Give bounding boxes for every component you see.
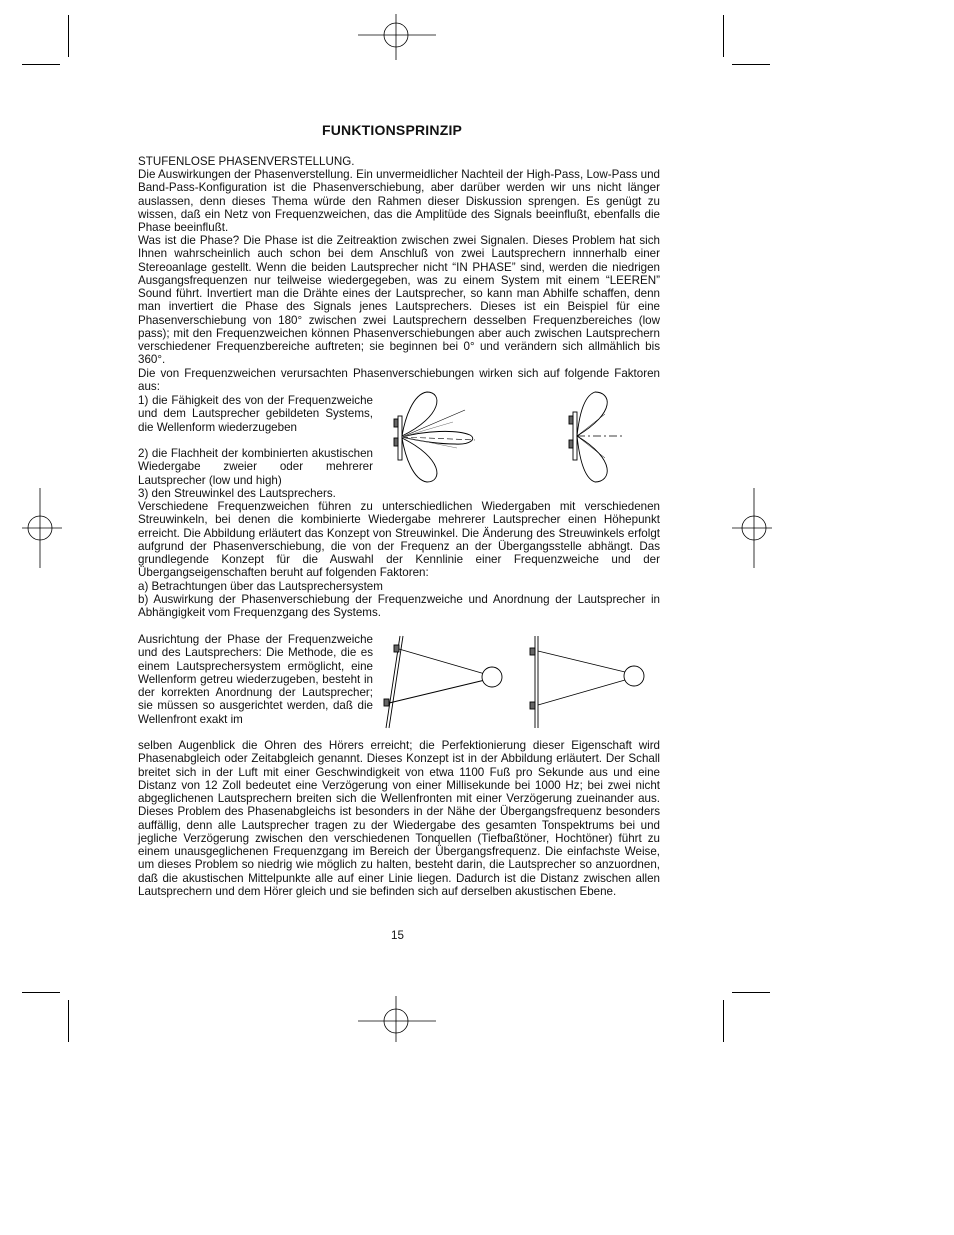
crop-mark (22, 992, 60, 993)
dispersion-angle-figure (385, 388, 625, 488)
page-heading: FUNKTIONSPRINZIP (322, 122, 463, 138)
crop-mark (68, 1000, 69, 1042)
factor-2: 2) die Flachheit der kombinierten akustischen Wiedergabe zweier oder mehrerer Lautsprecher (low und high) (138, 447, 373, 487)
dispersion-diagram-right (569, 392, 623, 482)
paragraph-factors: Die von Frequenzweichen verursachten Phasenverschiebungen wirken sich auf folgende Faktoren aus: (138, 367, 660, 394)
list-item-b: b) Auswirkung der Phasenverschiebung der Frequenzweiche und Anordnung der Lautsprecher in Abhängigkeit vom Frequenzgang des Systems. (138, 593, 660, 620)
crop-mark (22, 64, 60, 65)
phase-alignment-figure (380, 632, 655, 732)
crop-mark (732, 992, 770, 993)
crop-mark (68, 15, 69, 57)
factor-3: 3) den Streuwinkel des Lautsprechers. (138, 487, 336, 500)
paragraph-alignment-continued: selben Augenblick die Ohren des Hörers erreicht; die Perfektionierung dieser Eigenschaft wird Phasenabgleich oder Zeitabgleich genannt. Dieses Konzept ist in der Abbildung erläutert. Der Schall breitet sich in der Luft mit einer Geschwindigkeit von etwa 1100 Fuß pro Sekunde aus und eine Distanz von 12 Zoll bedeutet eine Verzögerung von einer Millisekunde bei 1000 Hz; bei zwei nicht abgeglichenen Lautsprechern breiten sich die Wellenfronten mit einer Verzögerung zueinander aus. Dieses Problem des Phasenabgleichs ist besonders in der Nähe der Übergangsfrequenz besonders auffällig, denn alle Lautsprecher tragen zu der Wiedergabe des gesamten Tonspektrums bei und jegliche Verzögerung zwischen den verschiedenen Tonquellen (Tiefbaßtöner, Hochtöner) führt zu einem unausgeglichenen Frequenzgang im Bereich der Übergangsfrequenz. Die einfachste Weise, um dieses Problem so niedrig wie möglich zu halten, besteht darin, die Lautsprecher so anzuordnen, daß die akustischen Mittelpunkte alle auf einer Linie liegen. Dadurch ist die Distanz zwischen allen Lautsprechern und dem Hörer gleich und sie befinden sich auf derselben akustischen Ebene. (138, 739, 660, 898)
list-item-a: a) Betrachtungen über das Lautsprechersystem (138, 580, 383, 593)
registration-mark-top (358, 14, 436, 60)
paragraph-phase: Was ist die Phase? Die Phase ist die Zeitreaktion zwischen zwei Signalen. Dieses Problem hat sich Ihnen wahrscheinlich auch schon bei dem Anschluß von zwei Lautsprechern innnerhalb einer Stereoanlage gestellt. Wenn die beiden Lautsprecher nicht “IN PHASE” sind, werden die niedrigen Ausgangsfrequenzen nur teilweise wiedergegeben, was zu einem System mit einem “LEEREN” Sound führt. Invertiert man die Drähte eines der Lautsprecher, so kann man Abhilfe schaffen, denn man invertiert die Phase des Signals jenes Lautsprechers. Dieses ist ein Beispiel für eine Phasenverschiebung von 180° zwischen zwei Lautsprechern desselben Frequenzbereiches (low pass); mit den Frequenzweichen können Phasenverschiebungen aber auch zwischen Lautsprechern verschiedener Frequenzbereiche auftreten; sie beginnen bei 0° und verändern sich allmählich bis 360°. (138, 234, 660, 367)
registration-mark-left (22, 488, 62, 568)
paragraph-alignment-start: Ausrichtung der Phase der Frequenzweiche und des Lautsprechers: Die Methode, die es einem Lautsprechersystem ermöglicht, eine Wellenform getreu wiederzugeben, besteht in der korrekten Anordnung der Lautsprecher; sie müssen so ausgerichtet werden, daß die Wellenfront exakt im (138, 633, 373, 726)
paragraph-intro: Die Auswirkungen der Phasenverstellung. Ein unvermeidlicher Nachteil der High-Pass, Low-Pass und Band-Pass-Konfiguration ist die Phasenverschiebung, aber darüber werden wir uns nicht länger auslassen, denn dieses Thema würde den Rahmen dieser Diskussion sprengen. Es genügt zu wissen, daß ein Netz von Frequenzweichen, das die Amplitüde des Signals beeinflußt, ebenfalls die Phase beeinflußt. (138, 168, 660, 234)
page-number: 15 (391, 929, 404, 942)
subheading: STUFENLOSE PHASENVERSTELLUNG. (138, 155, 355, 168)
crop-mark (723, 1000, 724, 1042)
alignment-diagram-left (384, 636, 502, 728)
registration-mark-bottom (358, 996, 436, 1042)
dispersion-diagram-left (394, 392, 475, 482)
crop-mark (723, 15, 724, 57)
paragraph-dispersion: Verschiedene Frequenzweichen führen zu unterschiedlichen Wiedergaben mit verschiedenen Streuwinkeln, bei denen die kombinierte Wiedergabe mehrerer Lautsprecher einen Höhepunkt erreicht. Die Abbildung erläutert das Konzept von Streuwinkel. Die Änderung des Streuwinkels erfolgt aufgrund der Phasenverschiebung, die von der Frequenz an der Übergangsstelle abhängt. Das grundlegende Konzept für die Auswahl der Kennlinie einer Frequenzweiche und der Übergangseigenschaften beruht auf folgenden Faktoren: (138, 500, 660, 580)
factor-1: 1) die Fähigkeit des von der Frequenzweiche und dem Lautsprecher gebildeten Systems, die Wellenform wiederzugeben (138, 394, 373, 434)
alignment-diagram-right (530, 636, 644, 728)
crop-mark (732, 64, 770, 65)
registration-mark-right (732, 488, 772, 568)
